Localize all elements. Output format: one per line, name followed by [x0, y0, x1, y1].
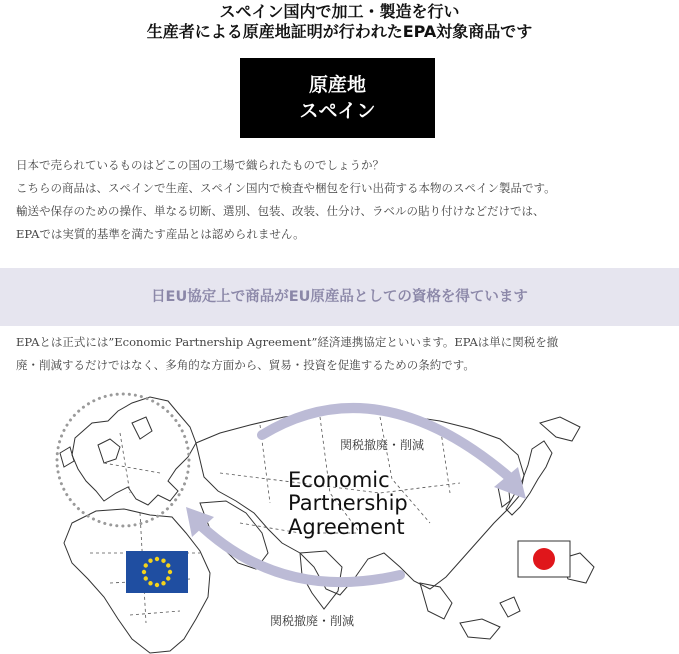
eu-star-icon — [148, 581, 152, 585]
agreement-word-1: Economic — [288, 468, 390, 492]
eu-star-icon — [161, 559, 165, 563]
intro-paragraph — [16, 154, 676, 246]
intro-line: こちらの商品は、スペインで生産、スペイン国内で検査や梱包を行い出荷する本物のスペイン製品です。 — [16, 181, 556, 195]
eu-star-icon — [155, 583, 159, 587]
eu-star-icon — [166, 576, 170, 580]
agreement-word-2: Partnership — [288, 491, 408, 515]
eu-star-icon — [144, 576, 148, 580]
eu-star-icon — [148, 559, 152, 563]
world-map-illustration — [0, 383, 679, 654]
map-label-top: 関税撤廃・削減 — [340, 438, 425, 452]
eu-star-icon — [166, 563, 170, 567]
agreement-word-3: Agreement — [288, 515, 405, 539]
eu-region-circle — [57, 394, 189, 526]
intro-line: 輸送や保存のための操作、単なる切断、選別、包装、改装、仕分け、ラベルの貼り付けなどだけでは、 — [16, 204, 545, 218]
epa-paragraph — [16, 331, 676, 377]
headline-line-2: 生産者による原産地証明が行われたEPA対象商品です — [146, 22, 533, 41]
map-label-bottom: 関税撤廃・削減 — [270, 614, 355, 628]
eu-star-icon — [142, 570, 146, 574]
epa-line: 廃・削減するだけではなく、多角的な方面から、貿易・投資を促進するための条約です。 — [16, 358, 475, 372]
epa-line: EPAとは正式には”Economic Partnership Agreement”経済連携協定といいます。EPAは単に関税を撤 — [16, 335, 559, 349]
origin-box — [240, 58, 435, 138]
headline-line-1: スペイン国内で加工・製造を行い — [219, 2, 460, 21]
eu-star-icon — [144, 563, 148, 567]
intro-line: EPAでは実質的基準を満たす産品とは認められません。 — [16, 227, 305, 241]
eu-star-icon — [168, 570, 172, 574]
intro-line: 日本で売られているものはどこの国の工場で織られたものでしょうか？ — [16, 158, 384, 172]
eu-star-icon — [155, 557, 159, 561]
origin-country: スペイン — [299, 100, 376, 122]
origin-label: 原産地 — [308, 74, 366, 96]
eu-flag-icon — [126, 551, 188, 593]
japan-flag-icon — [518, 541, 570, 577]
section-banner: 日EU協定上で商品がEU原産品としての資格を得ています — [0, 268, 679, 326]
agreement-title — [288, 468, 408, 539]
eu-star-icon — [161, 581, 165, 585]
